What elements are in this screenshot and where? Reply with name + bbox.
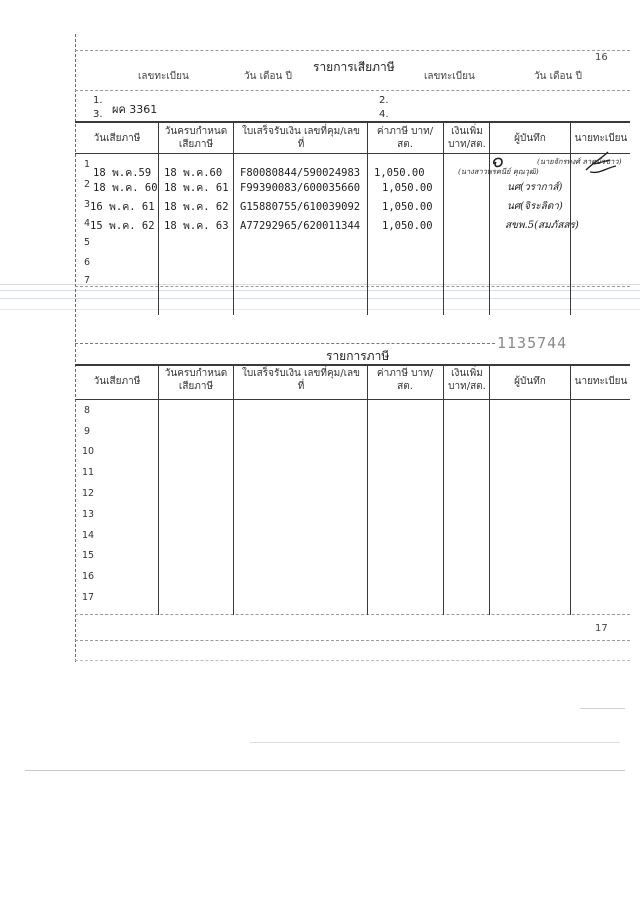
recorder-cell: สขพ.5(สมภัสสร) bbox=[505, 220, 579, 231]
col-header-surcharge: เงินเพิ่ม บาท/สต. bbox=[448, 126, 486, 150]
stamp-number: 1135744 bbox=[497, 334, 568, 352]
col-header-recorder: ผู้บันทึก bbox=[514, 376, 546, 387]
scan-artifact bbox=[0, 284, 640, 285]
row-number: 13 bbox=[82, 509, 95, 520]
col-header-tax: ค่าภาษี บาท/สต. bbox=[376, 368, 434, 392]
tax-date-cell: 16 พ.ค. 61 bbox=[90, 201, 155, 213]
receipt-cell: G15880755/610039092 bbox=[240, 201, 361, 213]
row-number: 17 bbox=[82, 592, 95, 603]
col-header-registrar: นายทะเบียน bbox=[574, 133, 628, 144]
col-header-registrar: นายทะเบียน bbox=[574, 376, 628, 387]
col-divider bbox=[489, 365, 490, 615]
row-number: 2 bbox=[84, 179, 91, 190]
reg-divider bbox=[75, 90, 630, 91]
scan-artifact bbox=[250, 742, 620, 743]
col-divider bbox=[367, 365, 368, 615]
date-label-left: วัน เดือน ปี bbox=[244, 71, 292, 82]
tax-cell: 1,050.00 bbox=[374, 167, 425, 179]
row-number: 16 bbox=[82, 571, 95, 582]
table-row bbox=[80, 218, 630, 234]
row-number: 6 bbox=[84, 257, 91, 268]
col-header-due-date: วันครบกำหนด เสียภาษี bbox=[164, 368, 228, 392]
row-number: 4 bbox=[84, 218, 91, 229]
tax-cell: 1,050.00 bbox=[382, 201, 433, 213]
row-number: 7 bbox=[84, 275, 91, 286]
receipt-cell: A77292965/620011344 bbox=[240, 220, 361, 232]
col-header-tax-date: วันเสียภาษี bbox=[93, 376, 141, 387]
registrar-annotation: (นายจักรพงศ์ ลาดบัวขาว) bbox=[537, 157, 622, 166]
row-number: 9 bbox=[84, 426, 91, 437]
col-divider bbox=[233, 365, 234, 615]
col-header-receipt: ใบเสร็จรับเงิน เลขที่คุม/เลขที่ bbox=[241, 368, 361, 392]
recorder-cell: นศ(จิระลิดา) bbox=[507, 201, 563, 212]
row-number: 1 bbox=[84, 159, 91, 170]
due-date-cell: 18 พ.ค.60 bbox=[164, 167, 223, 179]
page-bottom-edge bbox=[75, 660, 630, 661]
col-divider bbox=[570, 365, 571, 615]
table-row bbox=[80, 180, 630, 196]
tax-date-cell: 18 พ.ค.59 bbox=[93, 167, 152, 179]
scan-artifact bbox=[580, 708, 625, 709]
recorder-cell: นศ(วรากาส์) bbox=[507, 182, 563, 193]
row-number: 8 bbox=[84, 405, 91, 416]
receipt-cell: F99390083/600035660 bbox=[240, 182, 361, 194]
tax-date-cell: 15 พ.ค. 62 bbox=[90, 220, 155, 232]
due-date-cell: 18 พ.ค. 62 bbox=[164, 201, 229, 213]
row-number: 3 bbox=[84, 199, 91, 210]
row-number: 12 bbox=[82, 488, 95, 499]
tax-cell: 1,050.00 bbox=[382, 182, 433, 194]
page-number-bottom: 17 bbox=[595, 623, 608, 634]
due-date-cell: 18 พ.ค. 61 bbox=[164, 182, 229, 194]
col-header-receipt: ใบเสร็จรับเงิน เลขที่คุม/เลขที่ bbox=[241, 126, 361, 150]
scan-artifact bbox=[0, 298, 640, 299]
col-divider bbox=[158, 365, 159, 615]
tax-cell: 1,050.00 bbox=[382, 220, 433, 232]
page-top-edge bbox=[75, 50, 630, 51]
page-number-top: 16 bbox=[595, 52, 608, 63]
col-header-surcharge: เงินเพิ่ม บาท/สต. bbox=[448, 368, 486, 392]
reg-label-left: เลขทะเบียน bbox=[138, 71, 189, 82]
reg-entry-no: 3. bbox=[93, 109, 103, 120]
reg-entry-no: 1. bbox=[93, 95, 103, 106]
tax-date-cell: 18 พ.ค. 60 bbox=[93, 182, 158, 194]
date-label-right: วัน เดือน ปี bbox=[534, 71, 582, 82]
col-header-recorder: ผู้บันทึก bbox=[514, 133, 546, 144]
row-number: 14 bbox=[82, 530, 95, 541]
row-number: 11 bbox=[82, 467, 95, 478]
table-row bbox=[80, 199, 630, 215]
reg-entry-no: 2. bbox=[379, 95, 389, 106]
signature-icon bbox=[490, 148, 630, 182]
page-break-line bbox=[75, 343, 495, 344]
reg-label-right: เลขทะเบียน bbox=[424, 71, 475, 82]
receipt-cell: F80080844/590024983 bbox=[240, 167, 361, 179]
reg-entry-no: 4. bbox=[379, 109, 389, 120]
col-header-tax: ค่าภาษี บาท/สต. bbox=[376, 126, 434, 150]
page-left-edge bbox=[75, 34, 76, 662]
recorder-cell: (นางสาวพรคนีย์ คุณวุฒิ) bbox=[458, 167, 539, 176]
row-number: 5 bbox=[84, 237, 91, 248]
section1-title: รายการเสียภาษี bbox=[313, 60, 395, 74]
scan-artifact bbox=[0, 290, 640, 291]
footer-divider bbox=[75, 640, 630, 641]
col-header-due-date: วันครบกำหนด เสียภาษี bbox=[164, 126, 228, 150]
scan-artifact bbox=[0, 309, 640, 310]
due-date-cell: 18 พ.ค. 63 bbox=[164, 220, 229, 232]
section2-title: รายการภาษี bbox=[326, 349, 390, 363]
col-divider bbox=[443, 365, 444, 615]
scan-artifact bbox=[25, 770, 625, 771]
col-header-tax-date: วันเสียภาษี bbox=[93, 133, 141, 144]
reg-entry-value: ผค 3361 bbox=[112, 103, 158, 116]
row-number: 10 bbox=[82, 446, 95, 457]
row-number: 15 bbox=[82, 550, 95, 561]
